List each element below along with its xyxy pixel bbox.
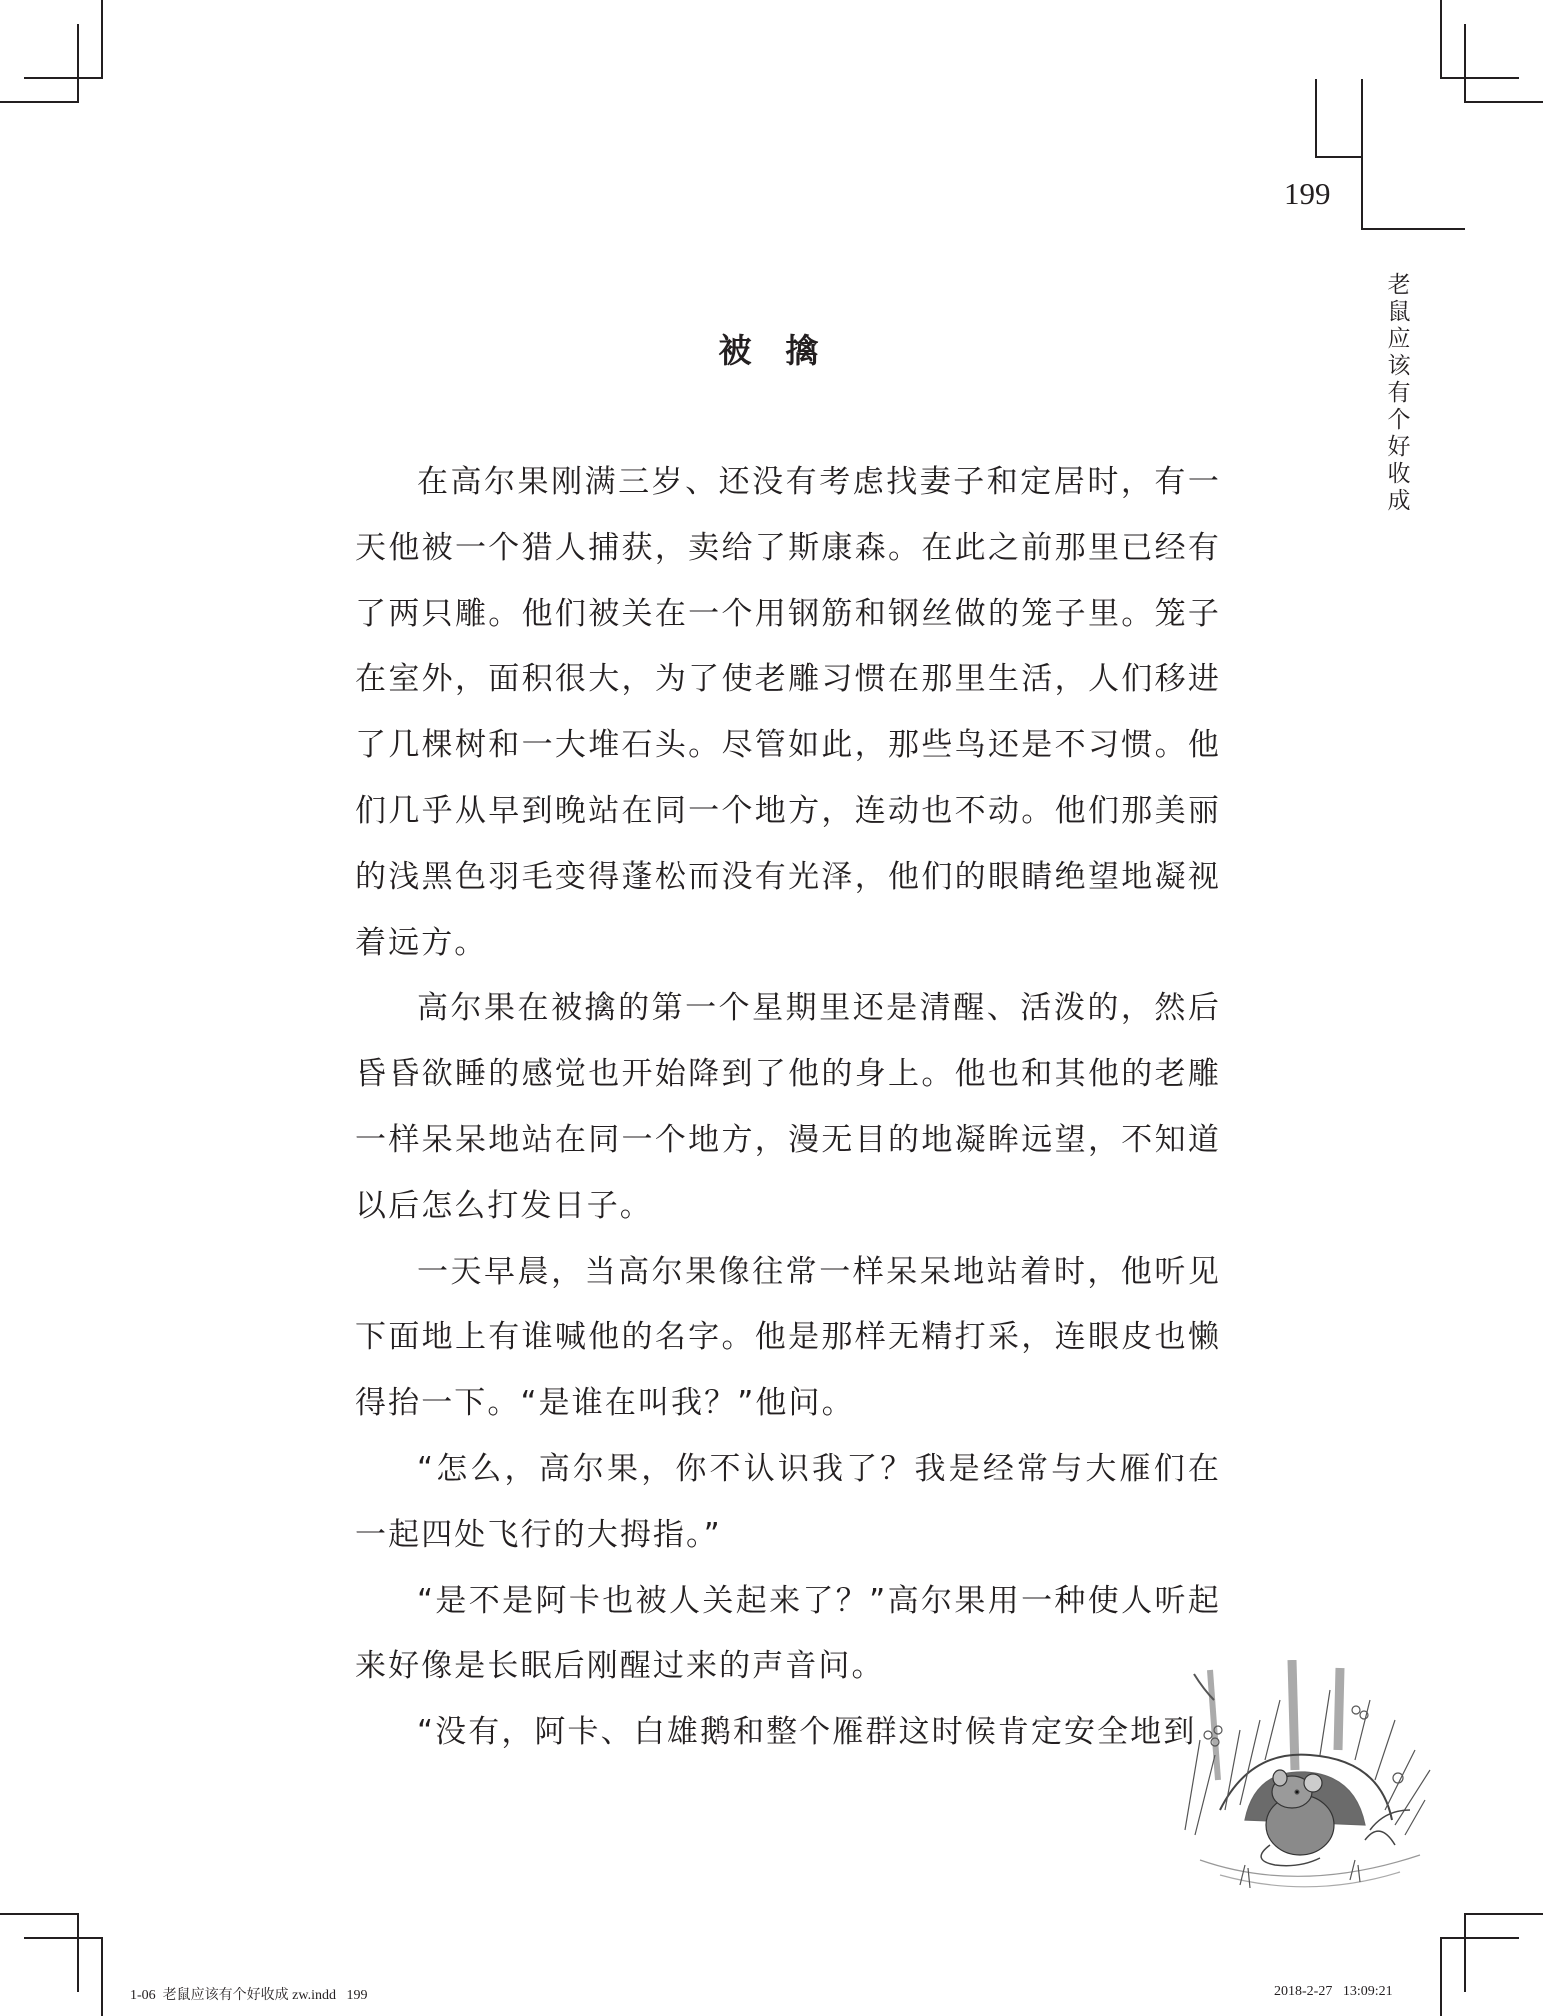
paragraph: 在高尔果刚满三岁、还没有考虑找妻子和定居时，有一天他被一个猎人捕获，卖给了斯康森。在此之前那里已经有了两只雕。他们被关在一个用钢筋和钢丝做的笼子里。笼子在室外，面积很大，为了使老雕习惯在那里生活，人们移进了几棵树和一大堆石头。尽管如此，那些鸟还是不习惯。他们几乎从早到晚站在同一个地方，连动也不动。他们那美丽的浅黑色羽毛变得蓬松而没有光泽，他们的眼睛绝望地凝视着远方。 (355, 464, 1221, 961)
page-number-bracket (1315, 156, 1363, 158)
crop-mark (1440, 1937, 1519, 1939)
crop-mark (24, 1937, 103, 1939)
page-number-bracket (1315, 79, 1317, 158)
crop-mark (1440, 77, 1519, 79)
running-head: 老鼠应该有个好收成 (1387, 272, 1411, 514)
paragraph: “是不是阿卡也被人关起来了？”高尔果用一种使人听起来好像是长眠后刚醒过来的声音问。 (355, 1582, 1221, 1685)
crop-mark (101, 1937, 103, 2016)
print-slug-filename: 1-06 老鼠应该有个好收成 zw.indd 199 (130, 1988, 368, 2003)
crop-mark (1464, 101, 1543, 103)
mouse-illustration (1180, 1660, 1435, 1905)
page-number-bracket (1361, 79, 1363, 230)
mouse-burrow-sketch-icon (1180, 1660, 1435, 1905)
crop-mark (101, 0, 103, 79)
crop-mark (1464, 1913, 1543, 1915)
page-number: 199 (1284, 176, 1331, 211)
crop-mark (1440, 0, 1442, 79)
chapter-title: 被擒 (718, 331, 853, 370)
crop-mark (24, 77, 103, 79)
crop-mark (0, 101, 79, 103)
paragraph: “怎么，高尔果，你不认识我了？我是经常与大雁们在一起四处飞行的大拇指。” (355, 1450, 1221, 1553)
body-text (355, 450, 1221, 1766)
page-number-bracket (1361, 228, 1465, 230)
crop-mark (0, 1913, 79, 1915)
paragraph: 一天早晨，当高尔果像往常一样呆呆地站着时，他听见下面地上有谁喊他的名字。他是那样无精打采，连眼皮也懒得抬一下。“是谁在叫我？”他问。 (355, 1253, 1221, 1422)
paragraph: “没有，阿卡、白雄鹅和整个雁群这时候肯定安全地到 (417, 1714, 1197, 1751)
crop-mark (1464, 1913, 1466, 1992)
crop-mark (1440, 1937, 1442, 2016)
crop-mark (77, 1913, 79, 1992)
crop-mark (77, 24, 79, 103)
crop-mark (1464, 24, 1466, 103)
paragraph: 高尔果在被擒的第一个星期里还是清醒、活泼的，然后昏昏欲睡的感觉也开始降到了他的身上。他也和其他的老雕一样呆呆地站在同一个地方，漫无目的地凝眸远望，不知道以后怎么打发日子。 (355, 990, 1221, 1224)
print-slug-timestamp: 2018-2-27 13:09:21 (1274, 1984, 1393, 1999)
